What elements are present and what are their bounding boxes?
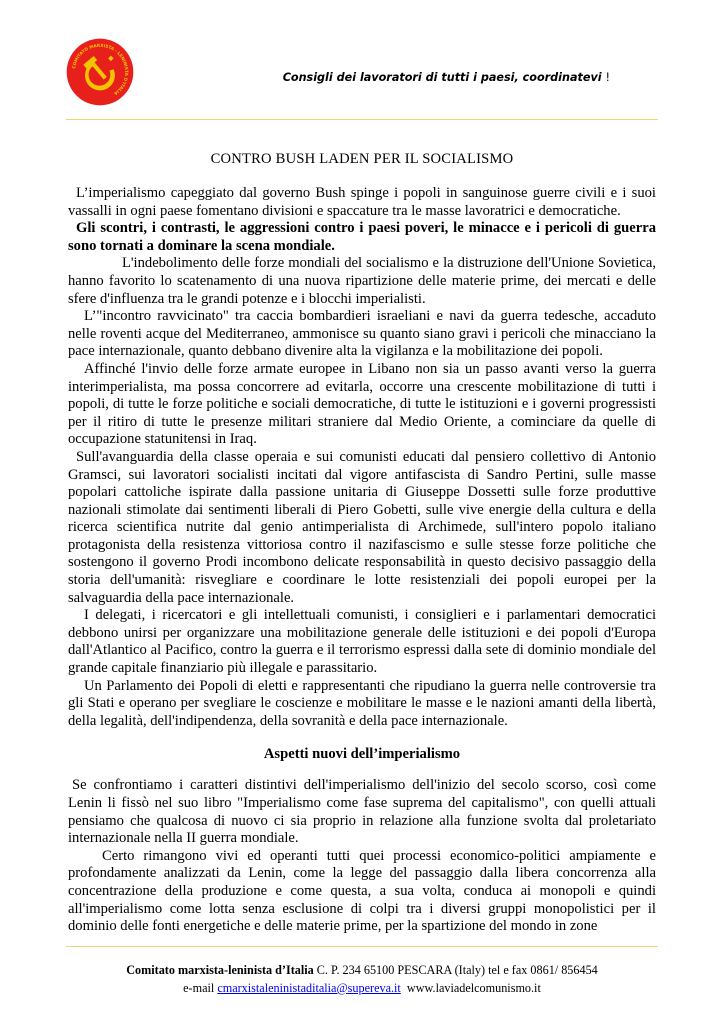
paragraph: Gli scontri, i contrasti, le aggressioni contro i paesi poveri, le minacce e i pericoli di guerra sono tornati a dominare la scena mondiale. xyxy=(68,220,656,254)
paragraph: L’imperialismo capeggiato dal governo Bush spinge i popoli in sanguinose guerre civili e i suoi vassalli in ogni paese fomentano divisioni e spaccature tra le masse lavoratrici e democratiche. xyxy=(68,185,656,219)
footer-organization: Comitato marxista-leninista d’Italia xyxy=(126,963,314,977)
footer-email-link[interactable]: cmarxistaleninistaditalia@supereva.it xyxy=(217,981,401,995)
document-body xyxy=(68,151,656,936)
paragraph: Affinché l'invio delle forze armate europee in Libano non sia un passo avanti verso la guerra interimperialista, ma possa concorrere ad evitarla, occorre una crescente mobilitazione di tutti i popoli, di tutte le forze politiche e sociali democratiche, di tutte le istituzioni e i governi progressisti per il ritiro di tutte le presenze militari straniere dal Medio Oriente, a cominciare da quelle di occupazione statunitensi in Iraq. xyxy=(68,360,656,448)
footer-website: www.laviadelcomunismo.it xyxy=(406,981,541,995)
paragraphs-section-1 xyxy=(68,185,656,730)
paragraph: Un Parlamento dei Popoli di eletti e rappresentanti che ripudiano la guerra nelle controversie tra gli Stati e operano per svegliare le coscienze e mobilitare le masse e le nazioni amanti della libertà, della legalità, dell'indipendenza, della sovranità e della pace internazionale. xyxy=(68,677,656,729)
footer-contact-line xyxy=(40,979,684,997)
footer xyxy=(40,961,684,997)
document-title: CONTRO BUSH LADEN PER IL SOCIALISMO xyxy=(210,151,514,167)
footer-divider xyxy=(66,946,658,947)
paragraph: I delegati, i ricercatori e gli intellettuali comunisti, i consiglieri e i parlamentari democratici debbono unirsi per organizzare una mobilitazione generale delle istituzioni e dei popoli d'Europa dall'Atlantico al Pacifico, contro la guerra e il terrorismo espressi dalla sete di dominio mondiale del grande capitale finanziario più illegale e parassitario. xyxy=(68,607,656,677)
paragraph: Se confrontiamo i caratteri distintivi dell'imperialismo dell'inizio del secolo scorso, così come Lenin li fissò nel suo libro "Imperialismo come fase suprema del capitalismo", con quelli attuali pensiamo che qualcosa di nuovo ci sia proprio in relazione alla funzione svolta dal proletariato internazionale nella II guerra mondiale. xyxy=(68,777,656,847)
party-logo xyxy=(66,38,134,106)
paragraph: L'indebolimento delle forze mondiali del socialismo e la distruzione dell'Unione Sovietica, hanno favorito lo scatenamento di una nuova ripartizione delle materie prime, dei mercati e delle sfere d'influenza tra le grandi potenze e i blocchi imperialisti. xyxy=(68,255,656,307)
section-heading: Aspetti nuovi dell’imperialismo xyxy=(263,746,461,763)
logo-ring-text: COMITATO MARXISTA - LENINISTA D'ITALIA xyxy=(71,42,130,97)
paragraph: Certo rimangono vivi ed operanti tutti quei processi economico-politici ampiamente e profondamente analizzati da Lenin, come la legge del passaggio dalla libera concorrenza alla concentrazione della produzione e come questa, a sua volta, conduca ai monopoli e quindi all'imperialismo come lotta senza esclusione di colpi tra i diversi gruppi monopolistici per il dominio delle fonti energetiche e delle materie prime, per la spartizione del mondo in zone xyxy=(68,847,656,935)
paragraphs-section-2 xyxy=(68,777,656,935)
footer-email-label: e-mail xyxy=(183,981,215,995)
footer-address-line xyxy=(40,961,684,979)
footer-address: C. P. 234 65100 PESCARA (Italy) tel e fax 0861/ 856454 xyxy=(316,963,598,977)
motto-exclamation: ! xyxy=(605,71,610,84)
paragraph: L’"incontro ravvicinato" tra caccia bombardieri israeliani e navi da guerra tedesche, accaduto nelle roventi acque del Mediterraneo, ammonisce su quanto siano gravi i pericoli che minacciano la pace internazionale, quanto debbano divenire alta la vigilanza e la mobilitazione dei popoli. xyxy=(68,308,656,360)
header-divider xyxy=(66,119,658,120)
motto-text: Consigli dei lavoratori di tutti i paesi, coordinatevi xyxy=(282,71,602,84)
header-motto xyxy=(200,71,610,84)
paragraph: Sull'avanguardia della classe operaia e sui comunisti educati dal pensiero collettivo di Antonio Gramsci, sui lavoratori socialisti incitati dal vigore antifascista di Sandro Pertini, sulle masse popolari cattoliche ispirate dalla passione unitaria di Giuseppe Dossetti sulle forze produttive nazionali stimolate dai sentimenti liberali di Piero Gobetti, sulle vive energie della cultura e della ricerca scientifica nutrite dal genio antimperialista di Archimede, sull'intero popolo italiano protagonista della resistenza vittoriosa contro il nazifascismo e sulle stesse forze politiche che sostengono il governo Prodi incombono delicate responsabilità in questo decisivo passaggio della storia dell'umanità: risvegliare e coordinare le lotte resistenziali dei popoli europei per la salvaguardia della pace internazionale. xyxy=(68,448,656,606)
